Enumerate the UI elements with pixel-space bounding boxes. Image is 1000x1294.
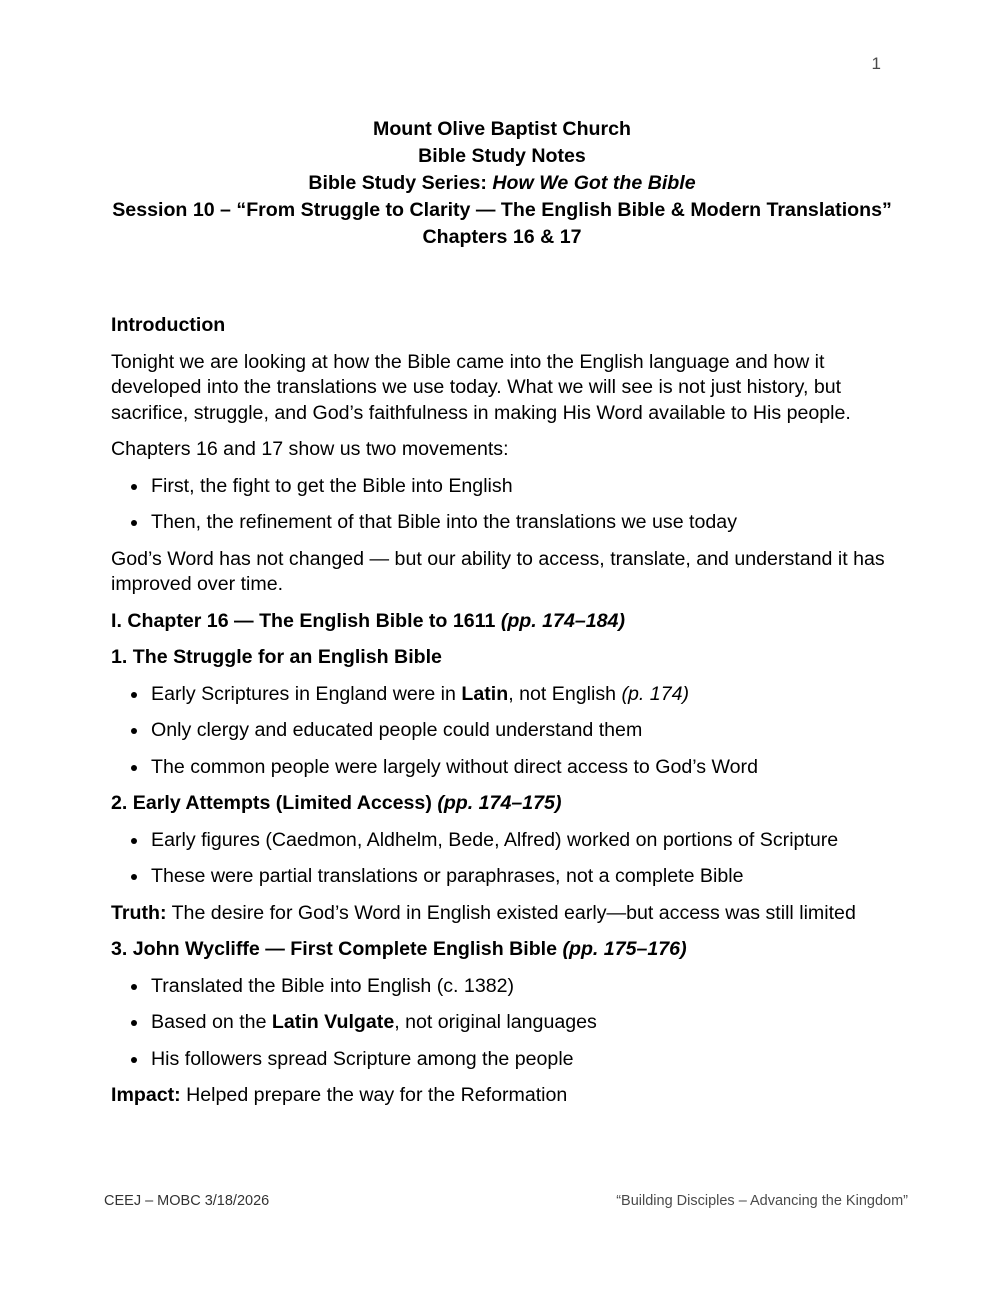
bullet-item — [111, 510, 893, 536]
title-series-name: How We Got the Bible — [492, 172, 696, 194]
heading-text: 3. John Wycliffe — First Complete English Bible — [111, 938, 563, 960]
bullet-icon — [131, 1057, 137, 1063]
bullet-item — [111, 755, 893, 781]
bullet-icon — [131, 984, 137, 990]
bullet-item — [111, 718, 893, 744]
heading-page-range: (pp. 174–175) — [437, 792, 562, 814]
footer-right: “Building Disciples – Advancing the Kingdom” — [616, 1193, 908, 1209]
section-heading-chapter16 — [111, 609, 893, 635]
bullet-item — [111, 864, 893, 890]
bullet-icon — [131, 765, 137, 771]
bullet-text: The common people were largely without direct access to God’s Word — [151, 755, 758, 778]
subsection-heading-early-attempts — [111, 791, 893, 817]
bullet-item — [111, 974, 893, 1000]
title-block — [111, 116, 893, 251]
bullet-text: Based on the Latin Vulgate, not original languages — [151, 1011, 597, 1033]
bullet-icon — [131, 520, 137, 526]
body-text — [111, 313, 893, 1109]
bullet-text: Early figures (Caedmon, Aldhelm, Bede, Alfred) worked on portions of Scripture — [151, 828, 839, 851]
intro-heading: Introduction — [111, 314, 226, 336]
bullet-item — [111, 828, 893, 854]
bullet-text: First, the fight to get the Bible into English — [151, 474, 513, 497]
truth-text: The desire for God’s Word in English existed early—but access was still limited — [166, 901, 856, 924]
heading-text: I. Chapter 16 — The English Bible to 1611 — [111, 609, 501, 632]
bullet-text: His followers spread Scripture among the people — [151, 1047, 574, 1070]
heading-page-range: (pp. 175–176) — [562, 938, 687, 960]
title-series-label: Bible Study Series: — [308, 172, 493, 194]
bullet-text: Early Scriptures in England were in Latin, not English (p. 174) — [151, 682, 690, 705]
heading-text: 2. Early Attempts (Limited Access) — [111, 792, 438, 814]
title-church: Mount Olive Baptist Church — [373, 118, 631, 140]
intro-paragraph-2: Chapters 16 and 17 show us two movements: — [111, 438, 509, 460]
bullet-text: Then, the refinement of that Bible into the translations we use today — [151, 511, 737, 533]
page-reference: (p. 174) — [621, 682, 690, 705]
bullet-icon — [131, 874, 137, 880]
bullet-text: Translated the Bible into English (c. 1382) — [151, 974, 515, 997]
bullet-text: Only clergy and educated people could understand them — [151, 719, 643, 741]
impact-label: Impact: — [111, 1084, 181, 1106]
bullet-item — [111, 1010, 893, 1036]
document-content — [111, 0, 893, 1120]
intro-paragraph-3: God’s Word has not changed — but our ability to access, translate, and understand it has improved over time. — [111, 547, 885, 595]
bullet-icon — [131, 484, 137, 490]
footer-left: CEEJ – MOBC 3/18/2026 — [104, 1193, 270, 1209]
subsection-heading-struggle: 1. The Struggle for an English Bible — [111, 646, 442, 668]
title-notes: Bible Study Notes — [418, 145, 586, 167]
page-footer — [104, 1192, 908, 1210]
title-session: Session 10 – “From Struggle to Clarity — The English Bible & Modern Translations” — [112, 199, 892, 221]
truth-label: Truth: — [111, 901, 167, 924]
bullet-item — [111, 474, 893, 500]
impact-line — [111, 1083, 893, 1109]
title-chapters: Chapters 16 & 17 — [422, 226, 582, 248]
bullet-icon — [131, 728, 137, 734]
truth-line — [111, 901, 893, 927]
bullet-item — [111, 1047, 893, 1073]
bullet-icon — [131, 1020, 137, 1026]
impact-text: Helped prepare the way for the Reformation — [180, 1084, 568, 1106]
heading-page-range: (pp. 174–184) — [500, 609, 625, 632]
bullet-icon — [131, 692, 137, 698]
title-series — [111, 170, 893, 197]
intro-paragraph-1: Tonight we are looking at how the Bible came into the English language and how it developed into the translations we use today. What we will see is not just history, but sacrifice, struggle, and God’s faithfulness in making His Word available to His people. — [111, 350, 851, 424]
bullet-icon — [131, 838, 137, 844]
page-number: 1 — [871, 54, 881, 73]
subsection-heading-wycliffe — [111, 937, 893, 963]
bullet-item — [111, 682, 893, 708]
bullet-text: These were partial translations or paraphrases, not a complete Bible — [151, 865, 744, 887]
